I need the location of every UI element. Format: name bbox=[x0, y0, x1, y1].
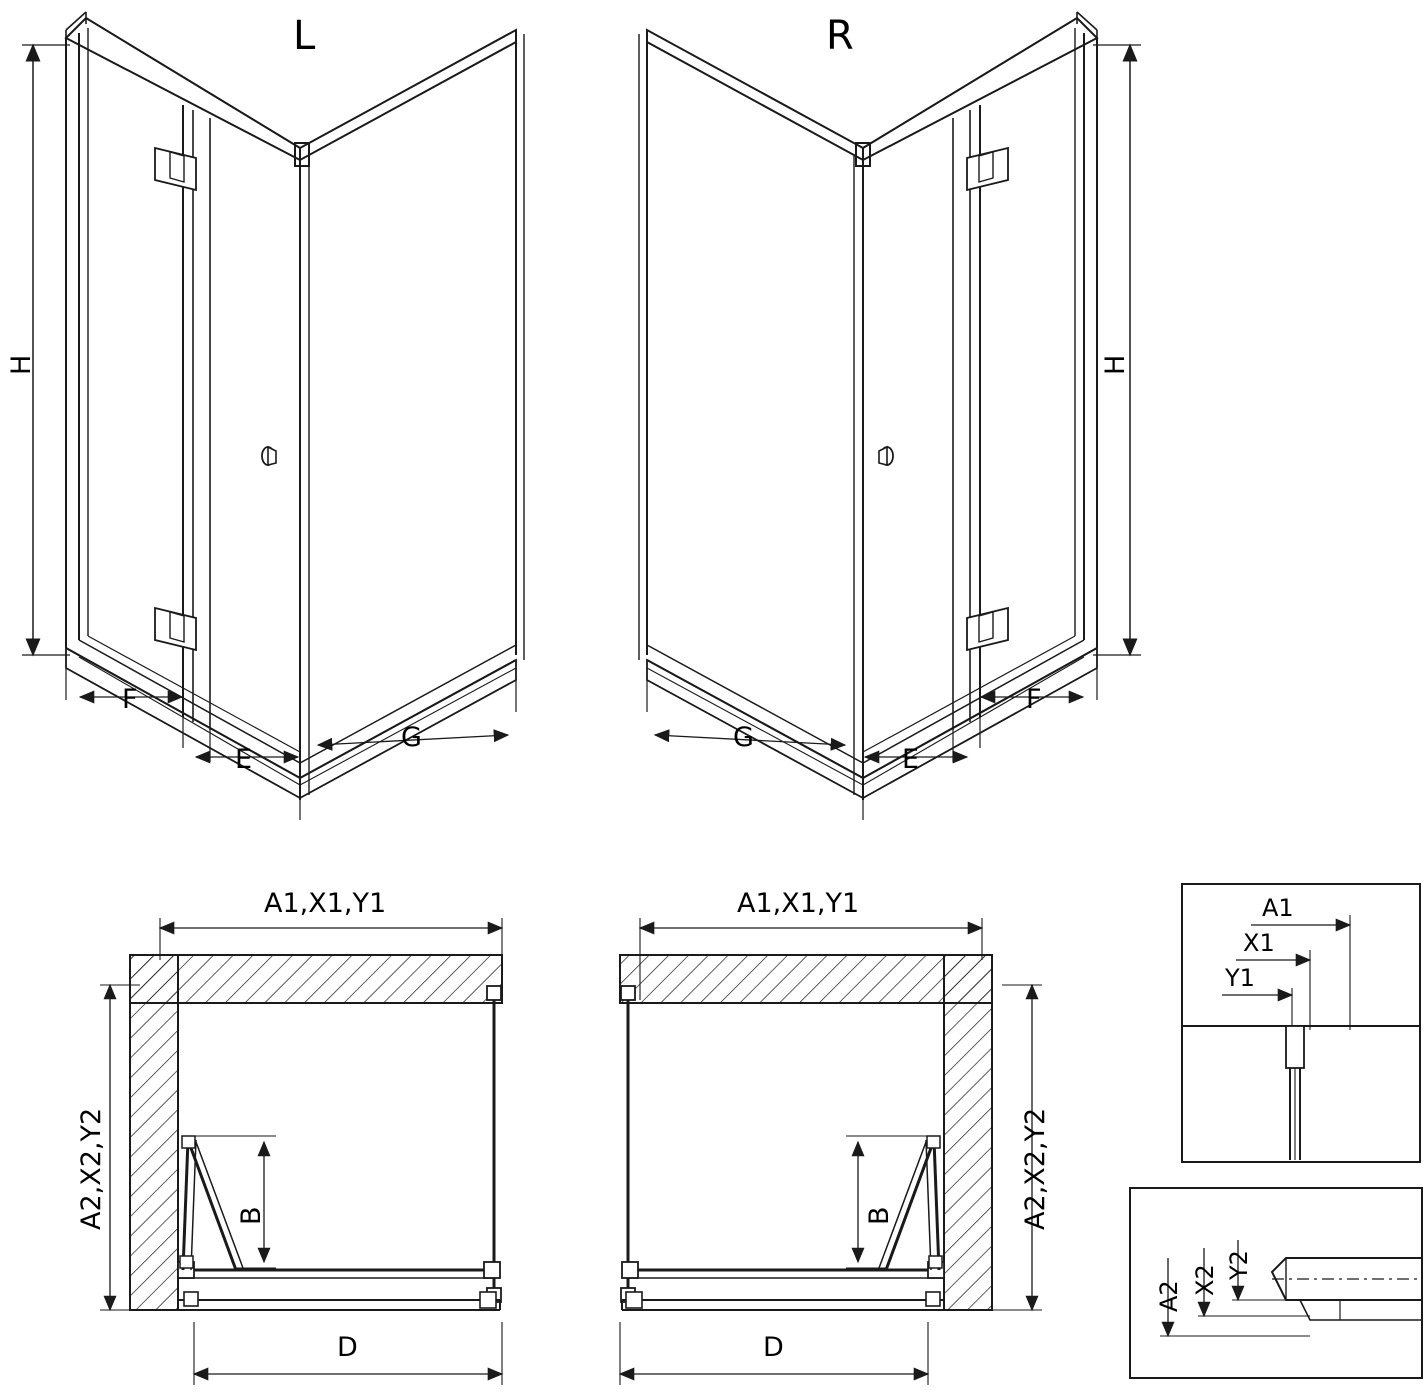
detail-label-a1: A1 bbox=[1262, 894, 1294, 922]
label-side-panel-right: G bbox=[733, 722, 754, 753]
label-width-top-right: A1,X1,Y1 bbox=[737, 888, 860, 919]
view-title-left: L bbox=[293, 13, 316, 59]
detail-label-x1: X1 bbox=[1243, 929, 1275, 957]
detail-label-y1: Y1 bbox=[1225, 964, 1255, 992]
view-title-right: R bbox=[826, 13, 854, 59]
plan-view-left bbox=[100, 918, 502, 1385]
label-swing-left: B bbox=[236, 1206, 267, 1225]
label-bottom-width-left: D bbox=[337, 1332, 358, 1363]
label-front-panel-left: F bbox=[122, 684, 138, 715]
label-door-right: E bbox=[902, 744, 920, 775]
label-depth-left: A2,X2,Y2 bbox=[76, 1107, 107, 1230]
isometric-view-left bbox=[22, 12, 524, 820]
plan-view-right bbox=[620, 918, 1042, 1385]
detail-label-x2: X2 bbox=[1191, 1264, 1219, 1296]
label-bottom-width-right: D bbox=[763, 1332, 784, 1363]
detail-label-y2: Y2 bbox=[1225, 1250, 1253, 1280]
label-height-right: H bbox=[1100, 354, 1131, 375]
label-door-left: E bbox=[235, 744, 253, 775]
label-side-panel-left: G bbox=[401, 722, 422, 753]
label-front-panel-right: F bbox=[1026, 684, 1042, 715]
label-swing-right: B bbox=[864, 1206, 895, 1225]
label-height-left: H bbox=[6, 354, 37, 375]
detail-label-a2: A2 bbox=[1155, 1280, 1183, 1312]
detail-view-top bbox=[1182, 884, 1420, 1162]
label-width-top-left: A1,X1,Y1 bbox=[264, 888, 387, 919]
label-depth-right: A2,X2,Y2 bbox=[1020, 1107, 1051, 1230]
isometric-view-right bbox=[639, 12, 1141, 820]
